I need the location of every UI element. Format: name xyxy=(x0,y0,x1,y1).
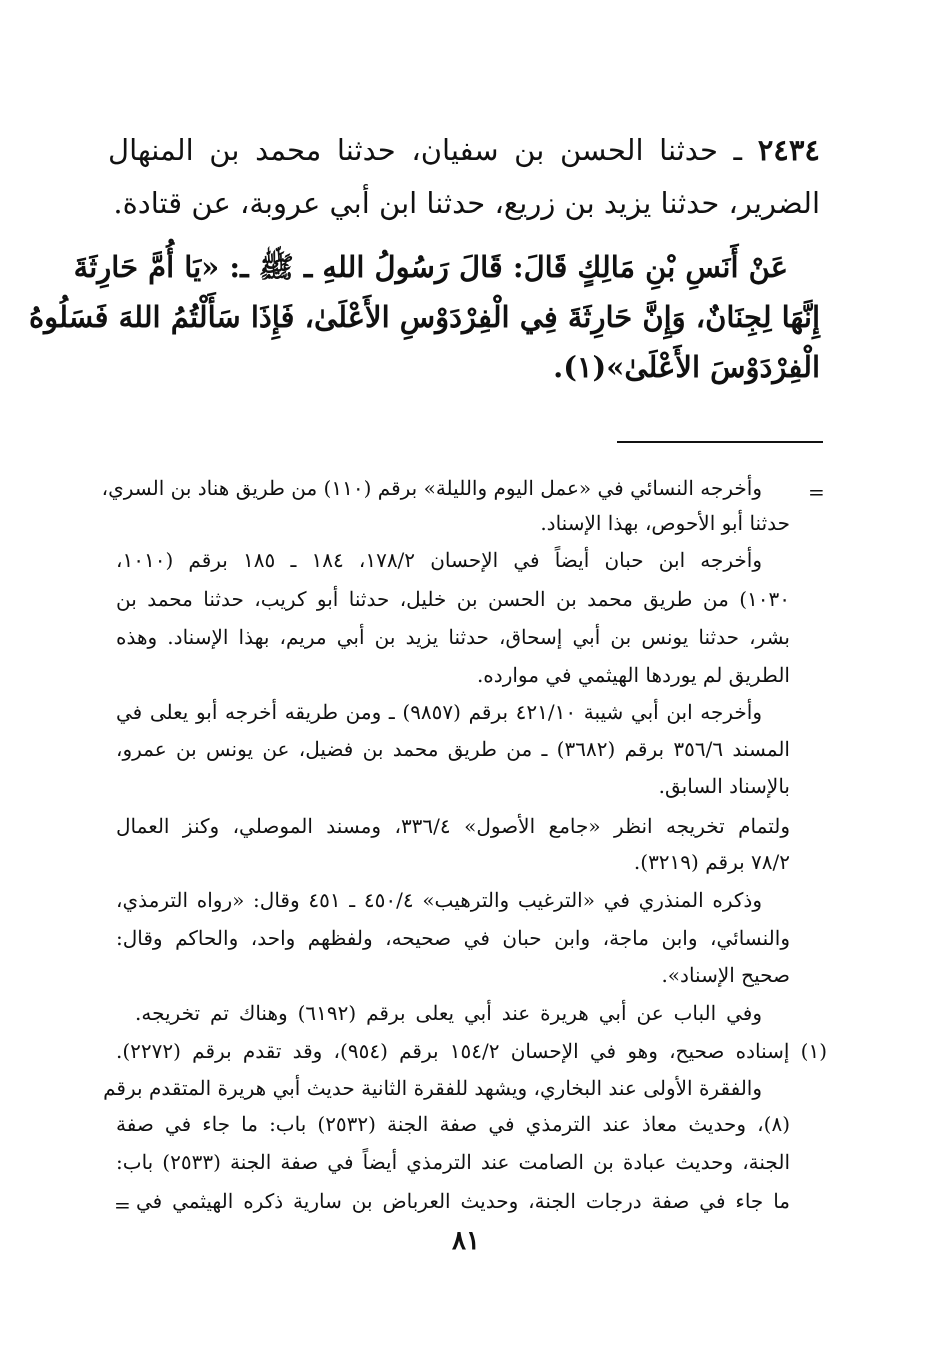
footnote-line-18: (٨)، وحديث معاذ عند الترمذي في صفة الجنة (٢٥٣٢) باب: ما جاء في صفة xyxy=(116,1112,790,1136)
main-text-line-1 xyxy=(108,128,820,172)
footnote-line-11: ٧٨/٢ برقم (٣٢١٩). xyxy=(633,850,790,874)
footnote-line-12: وذكره المنذري في «الترغيب والترهيب» ٤٥٠/٤ ـ ٤٥١ وقال: «رواه الترمذي، xyxy=(116,888,762,912)
footnote-line-20: ما جاء في صفة درجات الجنة، وحديث العرباض بن سارية ذكره الهيثمي في xyxy=(136,1189,790,1213)
hadith-line-2: إِنَّهَا لِجِنَانٌ، وَإِنَّ حَارِثَةَ فِي الْفِرْدَوْسِ الأَعْلَىٰ، فَإِذَا سَأَلْتُمُ اللهَ فَسَلُوهُ xyxy=(28,300,820,334)
footnote-line-7: وأخرجه ابن أبي شيبة ٤٢١/١٠ برقم (٩٨٥٧) ـ ومن طريقه أخرجه أبو يعلى في xyxy=(116,700,762,724)
footnote-line-15: وفي الباب عن أبي هريرة عند أبي يعلى برقم (٦١٩٢) وهناك تم تخريجه. xyxy=(135,1001,763,1025)
hadith-line-1: عَنْ أَنَسِ بْنِ مَالِكٍ قَالَ: قَالَ رَسُولُ اللهِ ـ ﷺ ـ: «يَا أُمَّ حَارِثَةَ xyxy=(73,250,788,284)
continuation-mark-bottom: = xyxy=(114,1193,131,1217)
footnote-line-16: (١) إسناده صحيح، وهو في الإحسان ١٥٤/٢ برقم (٩٥٤)، وقد تقدم برقم (٢٢٧٢). xyxy=(116,1039,827,1063)
footnote-divider xyxy=(617,441,823,443)
footnote-line-19: الجنة، وحديث عبادة بن الصامت عند الترمذي أيضاً في صفة الجنة (٢٥٣٣) باب: xyxy=(116,1150,790,1174)
footnote-line-9: بالإسناد السابق. xyxy=(658,774,790,798)
footnote-line-13: والنسائي، وابن ماجة، وابن حبان في صحيحه، ولفظهم واحد، والحاكم وقال: xyxy=(116,926,790,950)
footnote-line-17: والفقرة الأولى عند البخاري، ويشهد للفقرة الثانية حديث أبي هريرة المتقدم برقم xyxy=(103,1076,762,1100)
footnote-line-8: المسند ٣٥٦/٦ برقم (٣٦٨٢) ـ من طريق محمد بن فضيل، عن يونس بن عمرو، xyxy=(116,737,790,761)
hadith-number: ٢٤٣٤ xyxy=(757,133,820,167)
footnote-line-3: وأخرجه ابن حبان أيضاً في الإحسان ١٧٨/٢، ١٨٤ ـ ١٨٥ برقم (١٠١٠، xyxy=(116,548,762,572)
footnote-line-10: ولتمام تخريجه انظر «جامع الأصول» ٣٣٦/٤، ومسند الموصلي، وكنز العمال xyxy=(116,814,791,838)
main-text-line-2: الضرير، حدثنا يزيد بن زريع، حدثنا ابن أبي عروبة، عن قتادة. xyxy=(113,186,820,220)
main-text-line-1-rest: ـ حدثنا الحسن بن سفيان، حدثنا محمد بن المنهال xyxy=(108,133,758,167)
footnote-line-4: ١٠٣٠) من طريق محمد بن الحسن بن خليل، حدثنا أبو كريب، حدثنا محمد بن xyxy=(116,587,791,611)
footnote-line-5: بشر، حدثنا يونس بن أبي إسحاق، حدثنا يزيد بن أبي مريم، بهذا الإسناد. وهذه xyxy=(116,625,790,649)
hadith-line-3: الْفِرْدَوْسَ الأَعْلَىٰ»(١). xyxy=(553,350,820,384)
footnote-line-14: صحيح الإسناد». xyxy=(661,963,790,987)
continuation-mark-top: = xyxy=(808,480,825,504)
footnote-line-6: الطريق لم يوردها الهيثمي في موارده. xyxy=(476,663,790,687)
footnote-line-1: وأخرجه النسائي في «عمل اليوم والليلة» برقم (١١٠) من طريق هناد بن السري، xyxy=(101,476,762,500)
footnote-line-2: حدثنا أبو الأحوص، بهذا الإسناد. xyxy=(540,511,790,535)
page-number: ٨١ xyxy=(452,1226,480,1256)
